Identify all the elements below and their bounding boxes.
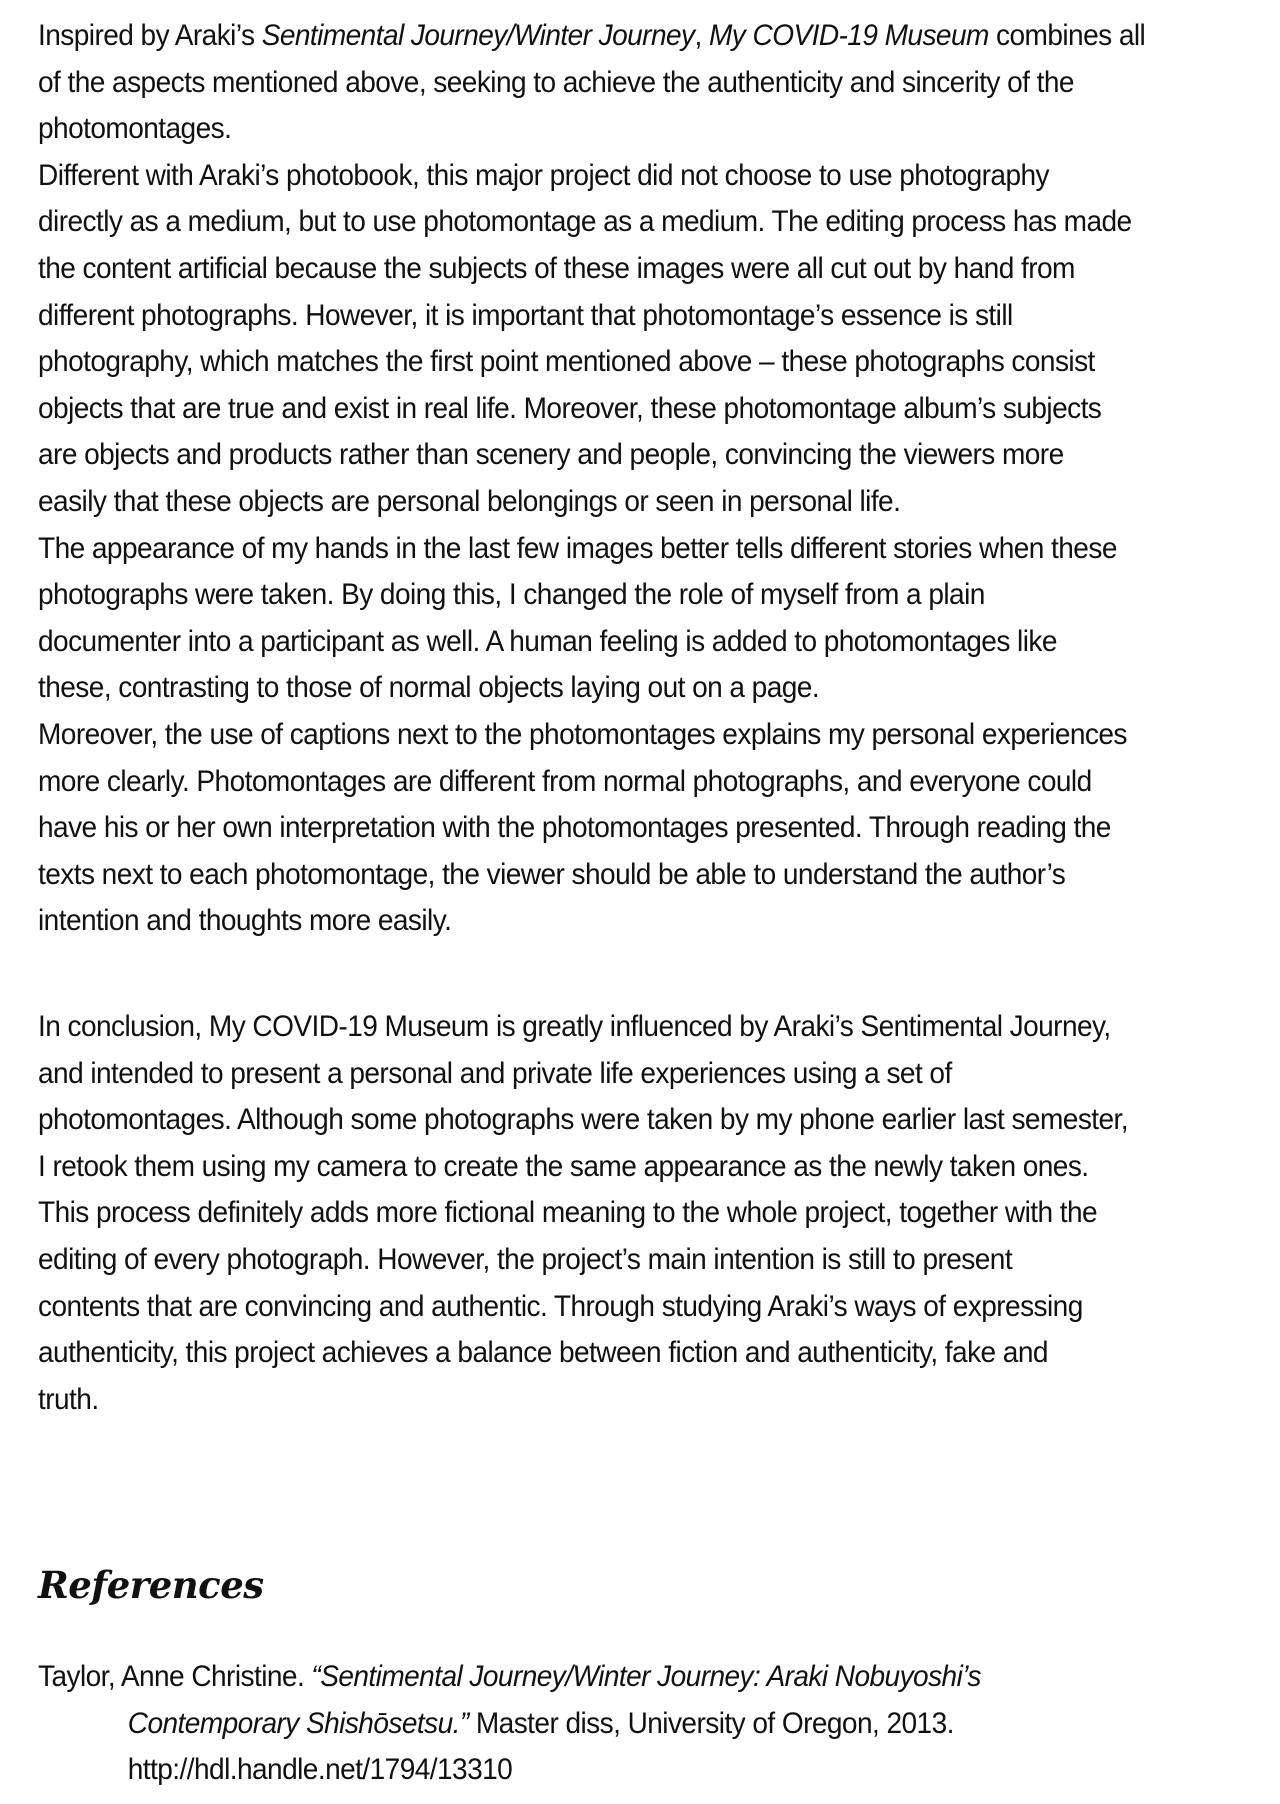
text-line: have his or her own interpretation with the photomontages presented. Through reading the [38, 811, 1111, 845]
text-line: photographs were taken. By doing this, I changed the role of myself from a plain [38, 578, 985, 612]
text-line: these, contrasting to those of normal objects laying out on a page. [38, 671, 820, 705]
text-line: truth. [38, 1382, 99, 1416]
text-line: Moreover, the use of captions next to the photomontages explains my personal experiences [38, 717, 1127, 751]
text-line: objects that are true and exist in real life. Moreover, these photomontage album’s subjects [38, 391, 1102, 425]
reference-url-link[interactable]: http://hdl.handle.net/1794/13310 [127, 1753, 513, 1787]
italic-title: Sentimental Journey/Winter Journey [261, 19, 695, 52]
reference-title: Contemporary Shishōsetsu.” [127, 1706, 469, 1740]
text-line: Inspired by Araki’s Sentimental Journey/Winter Journey, My COVID-19 Museum combines all [38, 19, 1146, 52]
text-line: photography, which matches the first point mentioned above – these photographs consist [38, 345, 1095, 379]
references-heading: References [38, 1563, 264, 1607]
text-line: editing of every photograph. However, the project’s main intention is still to present [38, 1242, 1013, 1276]
text-line: The appearance of my hands in the last few images better tells different stories when these [38, 531, 1117, 565]
text-line: directly as a medium, but to use photomontage as a medium. The editing process has made [38, 205, 1132, 239]
text-line: photomontages. [38, 112, 232, 146]
text-line: This process definitely adds more fictional meaning to the whole project, together with the [38, 1196, 1098, 1230]
reference-publication: Master diss, University of Oregon, 2013. [468, 1706, 954, 1740]
text-line: more clearly. Photomontages are different from normal photographs, and everyone could [38, 764, 1092, 798]
text-line: Different with Araki’s photobook, this major project did not choose to use photography [38, 158, 1050, 192]
text-line: are objects and products rather than scenery and people, convincing the viewers more [38, 438, 1064, 472]
text-line: authenticity, this project achieves a balance between fiction and authenticity, fake and [38, 1336, 1048, 1370]
body-text-block [38, 13, 1169, 945]
text-line: the content artificial because the subjects of these images were all cut out by hand from [38, 251, 1075, 285]
text-line: In conclusion, My COVID-19 Museum is greatly influenced by Araki’s Sentimental Journey, [38, 1010, 1111, 1043]
reference-line [38, 1701, 1169, 1748]
text-line: documenter into a participant as well. A human feeling is added to photomontages like [38, 624, 1057, 658]
text-line: intention and thoughts more easily. [38, 904, 452, 938]
text-line: easily that these objects are personal belongings or seen in personal life. [38, 484, 901, 518]
conclusion-paragraph [38, 1004, 1169, 1423]
reference-line [38, 1654, 1169, 1701]
text-line: photomontages. Although some photographs were taken by my phone earlier last semester, [38, 1103, 1129, 1137]
text-line: and intended to present a personal and private life experiences using a set of [38, 1056, 952, 1090]
reference-entry [38, 1654, 1169, 1794]
text-line: texts next to each photomontage, the viewer should be able to understand the author’s [38, 857, 1066, 891]
text-line: different photographs. However, it is important that photomontage’s essence is still [38, 298, 1013, 332]
text-line: I retook them using my camera to create the same appearance as the newly taken ones. [38, 1149, 1089, 1183]
reference-title: “Sentimental Journey/Winter Journey: Araki Nobuyoshi’s [311, 1660, 981, 1693]
text-line: contents that are convincing and authentic. Through studying Araki’s ways of expressing [38, 1289, 1083, 1323]
italic-title: My COVID-19 Museum [708, 19, 989, 52]
reference-author: Taylor, Anne Christine. [38, 1660, 312, 1693]
text-line: of the aspects mentioned above, seeking to achieve the authenticity and sincerity of the [38, 65, 1074, 99]
